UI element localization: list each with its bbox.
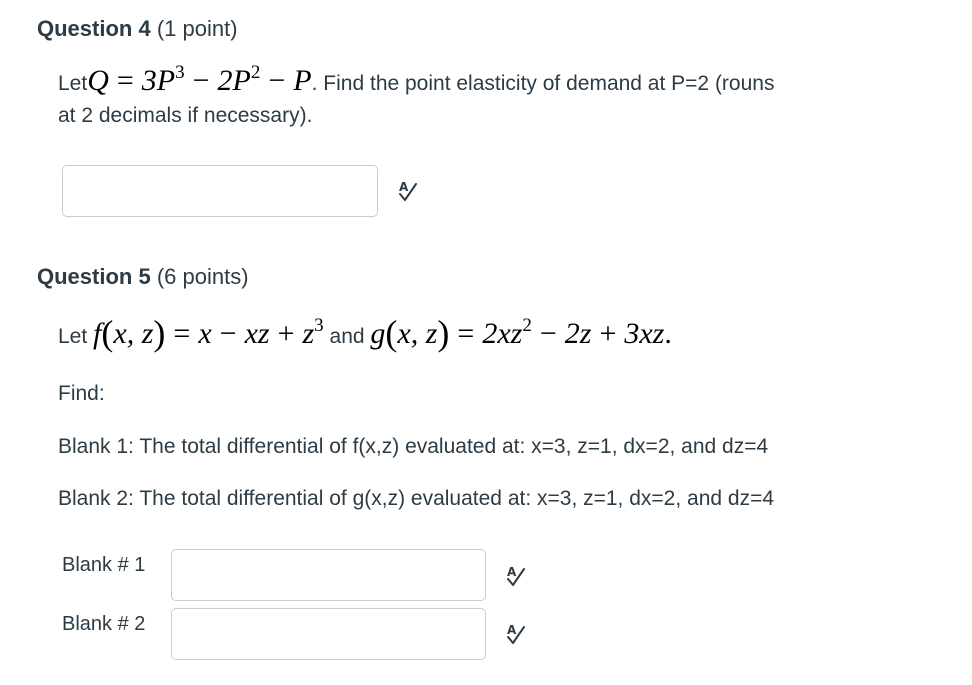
blank-2-description: Blank 2: The total differential of g(x,z) evaluated at: x=3, z=1, dx=2, and dz=4 bbox=[58, 487, 775, 510]
g-definition: g(x, $z) = 2xz^2 - 2z + 3xz$. bbox=[370, 313, 672, 353]
spell-check-icon[interactable] bbox=[504, 564, 528, 588]
question-4-answer-input[interactable] bbox=[62, 165, 378, 217]
blank-1-input[interactable] bbox=[171, 549, 486, 601]
question-5-points: (6 points) bbox=[156, 264, 249, 289]
question-4-prompt-line-1 bbox=[58, 64, 774, 98]
question-4-title: Question 4 bbox=[37, 16, 151, 41]
blank-2-input[interactable] bbox=[171, 608, 486, 660]
question-4-instruction: . Find the point elasticity of demand at P=2 (rouns bbox=[311, 72, 775, 95]
find-label: Find: bbox=[58, 382, 105, 405]
f-definition: f(x, z) = x − xz + $z^3$ bbox=[93, 313, 324, 353]
question-4-points: (1 point) bbox=[156, 16, 238, 41]
blank-1-description: Blank 1: The total differential of f(x,z) evaluated at: x=3, z=1, dx=2, and dz=4 bbox=[58, 435, 769, 458]
spell-check-icon[interactable] bbox=[504, 622, 528, 646]
svg-text:A: A bbox=[507, 623, 517, 637]
let-word: Let bbox=[58, 72, 88, 95]
question-4-prompt-line-2: at 2 decimals if necessary). bbox=[58, 104, 313, 127]
let-word: Let bbox=[58, 325, 88, 348]
svg-text:A: A bbox=[399, 180, 409, 194]
question-5-definition bbox=[58, 312, 672, 354]
question-4-header bbox=[37, 16, 238, 42]
blank-1-label: Blank # 1 bbox=[62, 554, 146, 576]
spell-check-icon[interactable] bbox=[396, 179, 420, 203]
demand-equation: $Q = 3P^3 - 2P^2 - P$ bbox=[87, 62, 312, 97]
question-5-header bbox=[37, 264, 249, 290]
svg-text:A: A bbox=[507, 565, 517, 579]
blank-2-label: Blank # 2 bbox=[62, 613, 146, 635]
and-word: and bbox=[329, 325, 365, 348]
question-5-title: Question 5 bbox=[37, 264, 151, 289]
